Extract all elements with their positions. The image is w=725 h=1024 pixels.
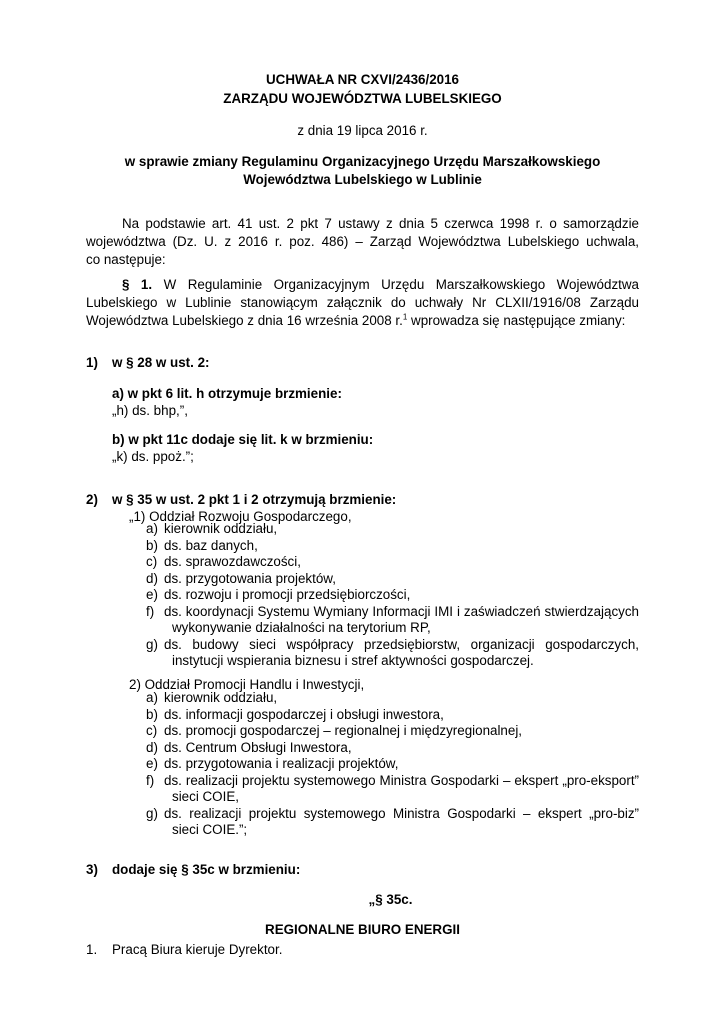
item2-number: 2) — [86, 492, 98, 507]
list-item-label: g) — [146, 636, 158, 652]
list-item-text-cont: sieci COIE, — [172, 789, 239, 804]
par1-text-1: W Regulaminie Organizacyjnym Urzędu Marszałkowskiego Województwa — [163, 277, 639, 292]
resolution-date: z dnia 19 lipca 2016 r. — [297, 123, 428, 138]
dept2-title: 2) Oddział Promocji Handlu i Inwestycji, — [129, 677, 365, 692]
par1-line-1 — [122, 277, 639, 293]
resolution-title: UCHWAŁA NR CXVI/2436/2016 — [266, 72, 459, 87]
list-item-text: ds. budowy sieci współpracy przedsiębiorstw, organizacji gospodarczych, — [164, 636, 639, 652]
item1-number: 1) — [86, 355, 98, 370]
item1-a-text: „h) ds. bhp,”, — [112, 403, 188, 418]
par1-text-3b: wprowadza się następujące zmiany: — [407, 313, 626, 328]
list-item-text-cont: wykonywanie działalności na terytorium RP, — [172, 620, 431, 635]
list-item-text-cont: sieci COIE.”; — [172, 822, 248, 837]
list-item-text: ds. przygotowania projektów, — [164, 570, 336, 586]
par1-label: § 1. — [122, 277, 153, 292]
item1-b-heading: b) w pkt 11c dodaje się lit. k w brzmieniu: — [112, 432, 374, 447]
list-item-label: g) — [146, 805, 158, 821]
point1-text: Pracą Biura kieruje Dyrektor. — [112, 942, 283, 957]
point1-number: 1. — [86, 942, 98, 957]
list-item-text: ds. baz danych, — [164, 537, 258, 553]
list-item-label: d) — [146, 570, 158, 586]
list-item-text: kierownik oddziału, — [164, 690, 278, 705]
par1-line-3 — [86, 313, 625, 329]
item1-b-text: „k) ds. ppoż.”; — [112, 449, 194, 464]
list-item-label: e) — [146, 756, 158, 771]
list-item-label: f) — [146, 603, 155, 619]
item3-number: 3) — [86, 862, 98, 877]
list-item-label: d) — [146, 739, 158, 755]
list-item-text: ds. Centrum Obsługi Inwestora, — [164, 739, 352, 755]
list-item-text: kierownik oddziału, — [164, 521, 278, 536]
list-item-text: ds. przygotowania i realizacji projektów, — [164, 756, 399, 771]
item1-heading: w § 28 w ust. 2: — [112, 355, 210, 370]
list-item-label: a) — [146, 521, 158, 536]
list-item-text: ds. realizacji projektu systemowego Ministra Gospodarki – ekspert „pro-eksport” — [164, 772, 639, 788]
item2-heading: w § 35 w ust. 2 pkt 1 i 2 otrzymują brzmienie: — [112, 492, 397, 507]
section-title: REGIONALNE BIURO ENERGII — [265, 922, 460, 937]
subject-line-1: w sprawie zmiany Regulaminu Organizacyjnego Urzędu Marszałkowskiego — [124, 154, 601, 169]
dept1-title: „1) Oddział Rozwoju Gospodarczego, — [129, 509, 352, 524]
preamble-line-1: Na podstawie art. 41 ust. 2 pkt 7 ustawy z dnia 5 czerwca 1998 r. o samorządzie — [122, 216, 639, 231]
subject-line-2: Województwa Lubelskiego w Lublinie — [243, 172, 482, 187]
preamble-line-2: województwa (Dz. U. z 2016 r. poz. 486) – Zarząd Województwa Lubelskiego uchwala, — [86, 234, 639, 249]
list-item-label: f) — [146, 772, 155, 788]
list-item-label: a) — [146, 690, 158, 705]
preamble-line-3: co następuje: — [86, 252, 166, 267]
item3-heading: dodaje się § 35c w brzmieniu: — [112, 862, 301, 877]
list-item-text: ds. promocji gospodarczej – regionalnej i międzyregionalnej, — [164, 723, 523, 738]
par35c-title: „§ 35c. — [368, 892, 413, 907]
list-item-text: ds. sprawozdawczości, — [164, 554, 301, 569]
list-item-text: ds. informacji gospodarczej i obsługi inwestora, — [164, 706, 444, 722]
footnote-ref: 1 — [402, 312, 408, 322]
list-item-label: b) — [146, 706, 158, 722]
list-item-text: ds. rozwoju i promocji przedsiębiorczości, — [164, 587, 411, 602]
list-item-text: ds. koordynacji Systemu Wymiany Informacji IMI i zaświadczeń stwierdzających — [164, 603, 639, 619]
par1-line-2: Lubelskiego w Lublinie stanowiącym załącznik do uchwały Nr CLXII/1916/08 Zarządu — [86, 295, 639, 310]
list-item-text: ds. realizacji projektu systemowego Ministra Gospodarki – ekspert „pro-biz” — [164, 805, 639, 821]
item1-a-heading: a) w pkt 6 lit. h otrzymuje brzmienie: — [112, 386, 342, 401]
board-name: ZARZĄDU WOJEWÓDZTWA LUBELSKIEGO — [223, 91, 502, 106]
list-item-label: c) — [146, 554, 158, 569]
list-item-label: b) — [146, 537, 158, 553]
list-item-text-cont: instytucji wspierania biznesu i stref aktywności gospodarczej. — [172, 653, 534, 668]
list-item-label: c) — [146, 723, 158, 738]
par1-text-3a: Województwa Lubelskiego z dnia 16 września 2008 r. — [86, 313, 403, 328]
list-item-label: e) — [146, 587, 158, 602]
